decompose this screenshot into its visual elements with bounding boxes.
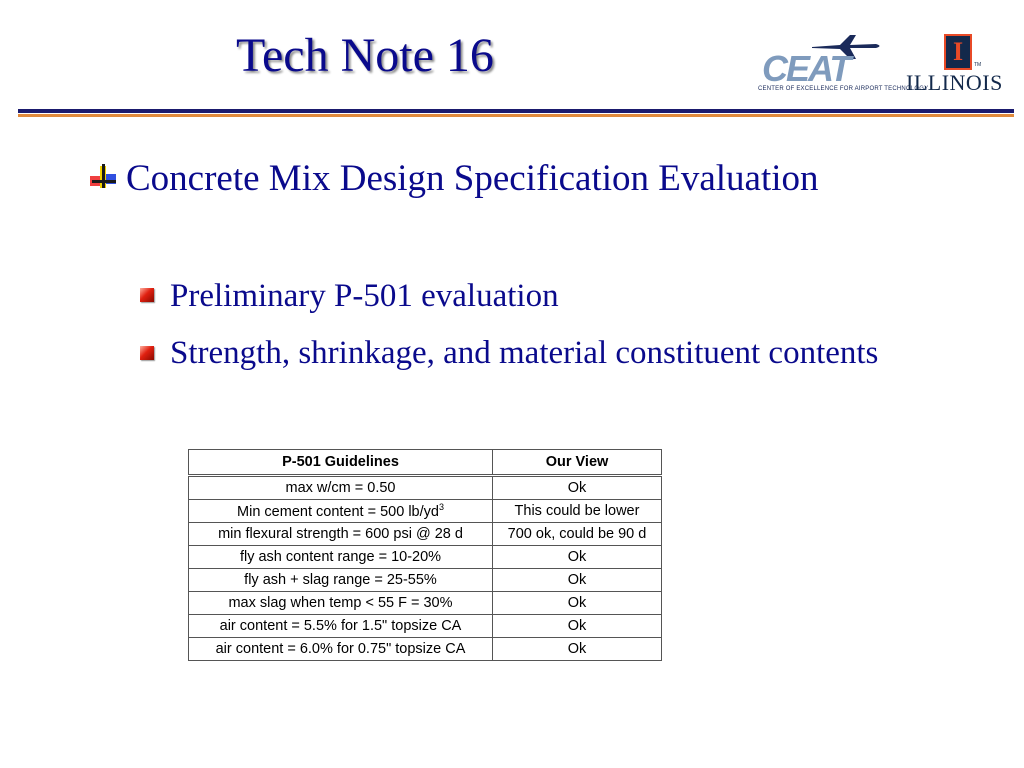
header-rule-navy xyxy=(18,109,1014,113)
trademark-mark: TM xyxy=(974,62,982,68)
table-cell: air content = 5.5% for 1.5" topsize CA xyxy=(189,615,493,638)
table-cell: Ok xyxy=(493,476,662,500)
table-cell: max slag when temp < 55 F = 30% xyxy=(189,592,493,615)
table-cell: Ok xyxy=(493,592,662,615)
header-rule-orange xyxy=(18,114,1014,117)
table-cell: Ok xyxy=(493,546,662,569)
table-row xyxy=(189,476,662,500)
illinois-wordmark: ILLINOIS xyxy=(906,70,1003,95)
illinois-block-i-icon: I xyxy=(944,34,972,70)
table-cell: Ok xyxy=(493,615,662,638)
slide-title: Tech Note 16 xyxy=(236,29,494,82)
sub-bullet-text: Preliminary P-501 evaluation xyxy=(170,278,559,314)
sub-bullet-text: Strength, shrinkage, and material constituent contents xyxy=(170,335,879,371)
table-row xyxy=(189,523,662,546)
table-cell-text: Min cement content = 500 lb/yd xyxy=(237,503,439,520)
ceat-illinois-logo xyxy=(758,34,1014,98)
table-cell: 700 ok, could be 90 d xyxy=(493,523,662,546)
table-cell: Ok xyxy=(493,569,662,592)
table-cell: air content = 6.0% for 0.75" topsize CA xyxy=(189,638,493,661)
table-cell: min flexural strength = 600 psi @ 28 d xyxy=(189,523,493,546)
ceat-subtitle: CENTER OF EXCELLENCE FOR AIRPORT TECHNOLOGY xyxy=(758,86,929,92)
table-header-row xyxy=(189,450,662,476)
table-row xyxy=(189,592,662,615)
table-cell: max w/cm = 0.50 xyxy=(189,476,493,500)
table-cell: Ok xyxy=(493,638,662,661)
table-cell: This could be lower xyxy=(493,500,662,523)
ceat-wordmark: CEAT xyxy=(762,48,850,89)
table-row xyxy=(189,500,662,523)
table-row xyxy=(189,569,662,592)
table-row xyxy=(189,546,662,569)
table-cell: fly ash content range = 10-20% xyxy=(189,546,493,569)
superscript: 3 xyxy=(438,502,444,513)
table-row xyxy=(189,638,662,661)
sub-bullet-icon xyxy=(140,288,154,302)
main-bullet-text: Concrete Mix Design Specification Evaluation xyxy=(126,158,819,199)
table-header-our-view: Our View xyxy=(493,450,662,476)
p501-guidelines-table xyxy=(188,449,662,661)
table-cell xyxy=(189,500,493,523)
table-row xyxy=(189,615,662,638)
table-cell: fly ash + slag range = 25-55% xyxy=(189,569,493,592)
sub-bullet-icon xyxy=(140,346,154,360)
table-header-guidelines: P-501 Guidelines xyxy=(189,450,493,476)
main-bullet-icon xyxy=(90,162,120,192)
